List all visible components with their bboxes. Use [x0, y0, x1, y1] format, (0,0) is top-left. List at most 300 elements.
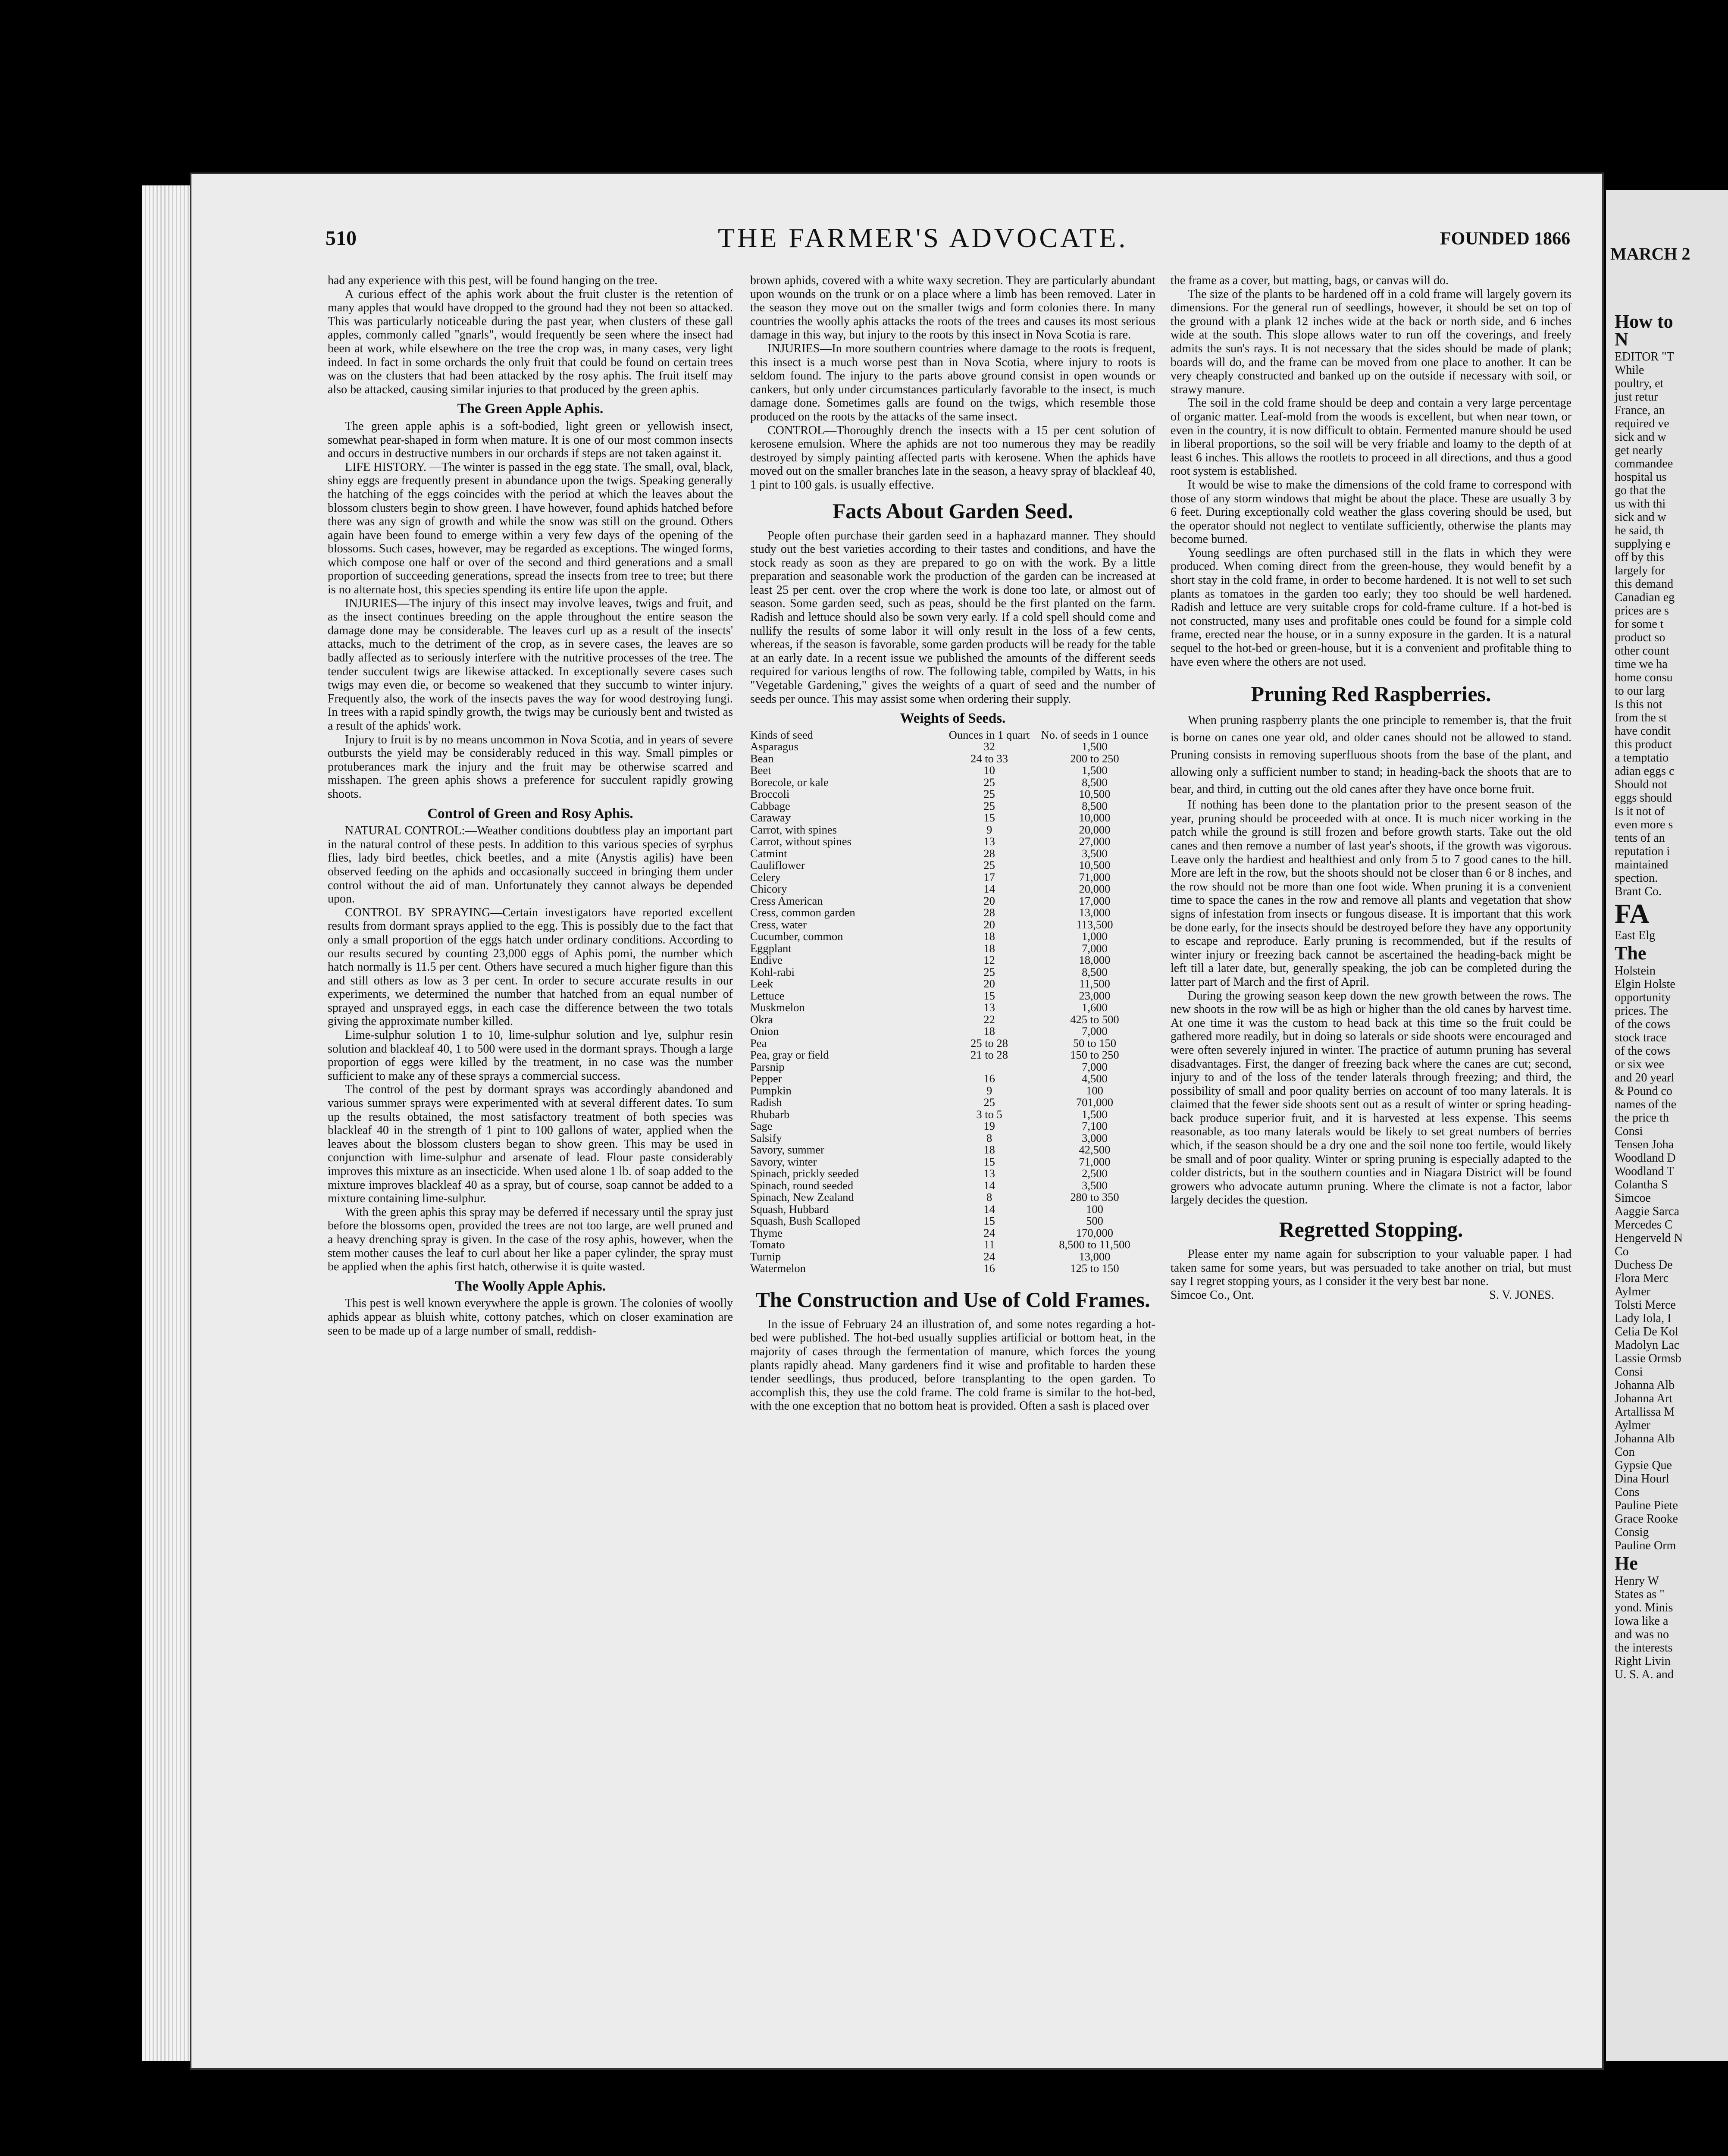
table-cell: Catmint	[750, 846, 787, 860]
table-title: Weights of Seeds.	[900, 711, 1006, 727]
table-cell: 13	[983, 835, 995, 848]
table-cell: 7,000	[1082, 1025, 1108, 1038]
table-row	[750, 954, 1155, 966]
text-line: Celia De Kol	[1615, 1325, 1678, 1338]
table-cell: Squash, Hubbard	[750, 1202, 829, 1216]
text-line: Tolsti Merce	[1615, 1298, 1676, 1312]
table-cell: 13	[983, 1001, 995, 1014]
paragraph: had any experience with this pest, will be found hanging on the tree.	[328, 274, 658, 287]
text-line: While	[1615, 364, 1644, 377]
table-row	[750, 871, 1155, 884]
paragraph: Lime-sulphur solution 1 to 10, lime-sulphur solution and lye, sulphur resin solution and blackleaf 40, 1 to 500 were used in the dormant sprays. Though a large proportion of eggs were killed by the treatment, in no case was the number sufficient to make any of these sprays a commercial success.	[328, 1028, 733, 1083]
table-header: Kinds of seed	[750, 728, 813, 741]
table-cell: 20	[983, 918, 995, 931]
text-line: sick and w	[1615, 430, 1666, 444]
text-line: even more s	[1615, 818, 1673, 831]
paragraph: If nothing has been done to the plantation prior to the present season of the year, pruning should be proceeded with at once. It is much nicer working in the patch while the ground is still frozen and before growth starts. Take out the old canes and then remove a number of last year's shoots, if the growth was vigorous. Leave only the hardiest and healthiest and only from 5 to 7 good canes to the hill. More are left in the row, but the shoots should not be closer than 6 or 8 inches, and the row should not be more than one foot wide. When pruning it is a convenient time to space the canes in the row and remove all plants and vegetation that show signs of infestation from insects or fungous disease. It is important that this work be done early, for the insects should be destroyed before they have any opportunity to escape and reproduce. Early pruning is recommended, but if the results of winter injury or freezing back cannot be ascertained the heading-back might be left till a later date, but, generally speaking, the job can be completed during the latter part of March and the first of April.	[1171, 798, 1571, 989]
table-cell: Squash, Bush Scalloped	[750, 1214, 861, 1228]
heading-control: Control of Green and Rosy Aphis.	[427, 805, 633, 821]
table-cell: 8,500 to 11,500	[1059, 1238, 1130, 1251]
table-cell: 3 to 5	[976, 1107, 1002, 1121]
paragraph: The soil in the cold frame should be deep and contain a very large percentage of organic matter. Leaf-mold from the woods is excellent, but when near town, or even in the country, it is now difficult to obtain. Fermented manure should be used in liberal proportions, so the soil will be very friable and loamy to the depth of at least 6 inches. This allows the rootlets to proceed in all directions, and thus a good root system is established.	[1171, 396, 1571, 478]
table-cell: 1,500	[1082, 1107, 1108, 1121]
table-cell: Cucumber, common	[750, 930, 843, 943]
paragraph: Please enter my name again for subscription to your valuable paper. I had taken same for some years, but was persuaded to take another on trial, but must say I regret stopping yours, as I consider it the very best bar none.	[1171, 1247, 1571, 1288]
table-cell: Broccoli	[750, 787, 790, 801]
text-line: adian eggs c	[1615, 765, 1675, 778]
table-row	[750, 1049, 1155, 1061]
signature-line	[1171, 1288, 1571, 1302]
text-line: eggs should	[1615, 791, 1672, 805]
heading-woolly-aphis: The Woolly Apple Aphis.	[455, 1278, 606, 1294]
table-cell: 18	[983, 1143, 995, 1156]
table-row	[750, 741, 1155, 753]
text-line: Lady Iola, I	[1615, 1312, 1672, 1325]
table-cell: 1,000	[1082, 930, 1108, 943]
table-cell: 23,000	[1079, 989, 1111, 1002]
table-row	[750, 1180, 1155, 1192]
paragraph: CONTROL BY SPRAYING—Certain investigators have reported excellent results from dormant sprays applied to the egg. This is possibly due to the fact that only a small proportion of the eggs hatch under ordinary conditions. According to our results secured by counting 23,000 eggs of Aphis pomi, the number which hatch normally is 11.5 per cent. Others have secured a much higher figure than this and still others as low as 3 per cent. In order to secure accurate results in our experiments, we determined the number that hatched from an equal number of sprayed and unsprayed eggs, in each case the difference between the two totals giving the approximate number killed.	[328, 906, 733, 1028]
table-cell: Okra	[750, 1012, 773, 1026]
text-line: East Elg	[1615, 929, 1656, 942]
table-row	[750, 848, 1155, 860]
table-cell: Radish	[750, 1096, 782, 1109]
table-cell: Cress, common garden	[750, 906, 855, 919]
table-cell: 13,000	[1079, 906, 1111, 919]
table-cell: 16	[983, 1072, 995, 1085]
text-line: off by this	[1615, 551, 1664, 564]
table-cell: 18	[983, 1025, 995, 1038]
text-line: Co	[1615, 1245, 1629, 1258]
text-line: Iowa like a	[1615, 1614, 1669, 1628]
paragraph: When pruning raspberry plants the one principle to remember is, that the fruit is borne on canes one year old, and older canes should not be allowed to stand. Pruning consists in removing superfluous shoots from the base of the plant, and allowing only a sufficient number to stand; in heading-back the shoots that are to bear, and third, in cutting out the old canes after they have once borne fruit.	[1171, 714, 1571, 796]
table-cell: 1,500	[1082, 764, 1108, 777]
table-row	[750, 753, 1155, 765]
text-line: Simcoe	[1615, 1191, 1651, 1205]
text-line: home consu	[1615, 671, 1673, 684]
table-cell: Tomato	[750, 1238, 785, 1251]
text-line: Madolyn Lac	[1615, 1338, 1680, 1352]
table-cell: 20,000	[1079, 823, 1111, 836]
table-cell: Kohl-rabi	[750, 965, 795, 978]
text-line: U. S. A. and	[1615, 1668, 1674, 1681]
table-cell: 18,000	[1079, 953, 1111, 967]
table-row	[750, 895, 1155, 907]
column-1	[328, 274, 733, 1338]
paragraph: The control of the pest by dormant sprays was accordingly abandoned and various summer sprays were experimented with at several different dates. To sum up the results obtained, the most satisfactory treatment of both species was blackleaf 40 in the strength of 1 pint to 100 gallons of water, applied when the leaves about the blossom clusters began to show green. This may be used in conjunction with lime-sulphur and arsenate of lead. Flour paste considerably improves this mixture as an insecticide. When used alone 1 lb. of soap added to the mixture improves blackleaf 40 as a spray, but of course, soap cannot be added to a mixture containing lime-sulphur.	[328, 1083, 733, 1206]
text-line: prices. The	[1615, 1004, 1668, 1018]
table-cell: 9	[986, 823, 992, 836]
text-line: Is this not	[1615, 698, 1662, 711]
table-cell: Bean	[750, 752, 774, 765]
table-cell: Carrot, with spines	[750, 823, 837, 836]
table-cell: 17	[983, 870, 995, 884]
table-row	[750, 1097, 1155, 1109]
text-line: Aylmer	[1615, 1419, 1650, 1432]
table-cell: 125 to 150	[1070, 1262, 1119, 1275]
table-row	[750, 859, 1155, 871]
table-cell: 10,500	[1079, 787, 1111, 801]
table-body	[750, 741, 1155, 1275]
table-cell: 9	[986, 1084, 992, 1097]
text-line: commandee	[1615, 457, 1673, 470]
text-line: Aylmer	[1615, 1285, 1650, 1298]
table-cell: Pea	[750, 1036, 767, 1050]
text-line: States as "	[1615, 1588, 1665, 1601]
table-cell: 7,000	[1082, 941, 1108, 955]
text-line: and was no	[1615, 1628, 1669, 1641]
page-number: 510	[326, 227, 357, 250]
table-cell: 8,500	[1082, 799, 1108, 812]
table-row	[750, 1156, 1155, 1168]
table-cell: 3,000	[1082, 1131, 1108, 1144]
text-line: poultry, et	[1615, 377, 1664, 390]
table-cell: 13,000	[1079, 1250, 1111, 1263]
text-line: time we ha	[1615, 658, 1668, 671]
text-line: opportunity	[1615, 991, 1671, 1004]
table-cell: Eggplant	[750, 941, 792, 955]
table-cell: Sage	[750, 1119, 773, 1133]
table-cell: 425 to 500	[1070, 1012, 1119, 1026]
table-cell: 1,500	[1082, 740, 1108, 753]
table-row	[750, 1037, 1155, 1050]
table-row	[750, 812, 1155, 824]
table-row	[750, 1251, 1155, 1263]
table-cell: Cress, water	[750, 918, 807, 931]
text-line: and 20 yearl	[1615, 1071, 1675, 1084]
table-cell: 15	[983, 1155, 995, 1168]
column-2	[750, 274, 1155, 1413]
text-line: Dina Hourl	[1615, 1472, 1669, 1485]
signature-name: S. V. JONES.	[1489, 1288, 1554, 1302]
table-cell: 701,000	[1076, 1096, 1114, 1109]
signature-place: Simcoe Co., Ont.	[1171, 1288, 1254, 1302]
text-line: largely for	[1615, 564, 1665, 577]
table-cell: 14	[983, 882, 995, 896]
text-line: & Pound co	[1615, 1084, 1672, 1098]
table-cell: Spinach, prickly seeded	[750, 1167, 859, 1180]
table-cell: Cauliflower	[750, 859, 805, 872]
table-cell: Borecole, or kale	[750, 775, 829, 789]
table-cell: 280 to 350	[1070, 1191, 1119, 1204]
table-row	[750, 836, 1155, 848]
table-cell: Muskmelon	[750, 1001, 805, 1014]
table-row	[750, 1144, 1155, 1156]
founded-label: FOUNDED 1866	[1440, 229, 1571, 249]
table-cell: 7,100	[1082, 1119, 1108, 1133]
text-line: Consi	[1615, 1365, 1643, 1379]
text-line: of the cows	[1615, 1044, 1671, 1058]
table-cell: Pumpkin	[750, 1084, 792, 1097]
text-line: this demand	[1615, 577, 1674, 591]
table-header: Ounces in 1 quart	[949, 728, 1030, 741]
text-line: Aaggie Sarca	[1615, 1205, 1680, 1218]
table-cell: 13	[983, 1167, 995, 1180]
text-line: tents of an	[1615, 831, 1665, 845]
text-line: to our larg	[1615, 684, 1665, 698]
table-row	[750, 765, 1155, 777]
text-line: Canadian eg	[1615, 591, 1675, 604]
text-line: He	[1615, 1553, 1638, 1574]
text-line: Consi	[1615, 1125, 1643, 1138]
table-cell: 25	[983, 787, 995, 801]
table-row	[750, 1215, 1155, 1227]
table-cell: 24 to 33	[970, 752, 1008, 765]
paragraph: A curious effect of the aphis work about the fruit cluster is the retention of many apples that would have dropped to the ground had they not been so attacked. This was particularly noticeable during the past year, when clusters of these gall apples, commonly called "gnarls", would frequently be seen where the insect had been at work, while elsewhere on the tree the crop was, in many cases, very light indeed. In fact in some orchards the only fruit that could be found on certain trees was on the clusters that had been attacked by the rosy aphis. The fruit itself may also be attacked, causing similar injuries to that produced by the green aphis.	[328, 287, 733, 396]
text-line: he said, th	[1615, 524, 1664, 537]
table-cell: 28	[983, 846, 995, 860]
text-line: stock trace	[1615, 1031, 1667, 1044]
text-line: Johanna Alb	[1615, 1379, 1675, 1392]
text-line: Brant Co.	[1615, 885, 1662, 898]
text-line: Pauline Orm	[1615, 1539, 1676, 1552]
table-cell: 21 to 28	[970, 1048, 1008, 1062]
text-line: product so	[1615, 631, 1665, 644]
table-cell: Onion	[750, 1025, 779, 1038]
text-line: Woodland T	[1615, 1165, 1674, 1178]
paragraph: With the green aphis this spray may be deferred if necessary until the spray just before the blossoms open, provided the trees are not too large, are well pruned and a heavy drenching spray is given. In the case of the rosy aphis, however, when the stem mother causes the leaf to curl about her like a paper cylinder, the spray must be applied when the aphis first hatch, otherwise it is quite wasted.	[328, 1205, 733, 1274]
text-line: Grace Rooke	[1615, 1512, 1678, 1526]
text-line: Hengerveld N	[1615, 1232, 1683, 1245]
table-cell: Watermelon	[750, 1262, 806, 1275]
table-row	[750, 1132, 1155, 1144]
table-cell: Caraway	[750, 811, 791, 824]
adjacent-page-text	[1615, 310, 1728, 1681]
table-cell: 25	[983, 775, 995, 789]
text-line: Con	[1615, 1445, 1635, 1459]
table-cell: Savory, summer	[750, 1143, 824, 1156]
table-cell: Cress American	[750, 894, 823, 907]
table-cell: 10	[983, 764, 995, 777]
table-cell: Chicory	[750, 882, 787, 896]
table-cell: 7,000	[1082, 1060, 1108, 1073]
text-line: yond. Minis	[1615, 1601, 1673, 1614]
text-line: Should not	[1615, 778, 1668, 791]
table-cell: 27,000	[1079, 835, 1111, 848]
table-row	[750, 824, 1155, 836]
table-row	[750, 1191, 1155, 1203]
text-line: Duchess De	[1615, 1258, 1673, 1272]
table-cell: 170,000	[1076, 1226, 1114, 1239]
table-cell: 1,600	[1082, 1001, 1108, 1014]
table-cell: 25	[983, 965, 995, 978]
paragraph: During the growing season keep down the new growth between the rows. The new shoots in the row will be as high or higher than the old canes by harvest time. At one time it was the custom to head back at this time so the fruit could be gathered more readily, but in doing so laterals or side shoots were encouraged and were often severely injured in winter. The practice of autumn pruning has several disadvantages. First, the danger of freezing back where the canes are cut; second, injury to and of the loss of the tender laterals through freezing; and third, the possibility of small and poor quality berries on account of too many laterals. It is claimed that the fewer side shoots sent out as a result of winter or spring heading-back produce superior fruit, and it is harvested at less expense. This seems reasonable, as too many laterals would be likely to set great numbers of berries which, if the season should be a dry one and the soil none too fertile, would likely be small and of poor quality. Winter or spring pruning is especially adapted to the colder districts, but in the southern counties and in Niagara District will be found growers who advocate autumn pruning. Where the climate is not a factor, labor largely decides the question.	[1171, 989, 1571, 1207]
text-line: Mercedes C	[1615, 1218, 1673, 1232]
table-cell: Salsify	[750, 1131, 782, 1144]
paragraph: INJURIES—The injury of this insect may involve leaves, twigs and fruit, and as the insect continues breeding on the apple throughout the entire season the damage done may be considerable. The leaves curl up as a result of the insects' attacks, much to the detriment of the crop, as in severe cases, the leaves are so badly affected as to seriously interfere with the nutritive processes of the tree. The tender succulent twigs are likewise attacked. In exceptionally severe cases such twigs may even die, or become so weakened that they succumb to winter injury. Frequently also, the work of the insects paves the way for wood destroying fungi. In trees with a rapid spindly growth, the twigs may be curiously bent and twisted as a result of the aphids' work.	[328, 596, 733, 733]
paragraph: Injury to fruit is by no means uncommon in Nova Scotia, and in years of severe outbursts the yield may be considerably reduced in this way. Small pimples or protuberances mark the injury and the fruit may be otherwise scarred and misshapen. The green aphis shows a preference for succulent rapidly growing shoots.	[328, 733, 733, 801]
table-cell: 32	[983, 740, 995, 753]
paragraph: The size of the plants to be hardened off in a cold frame will largely govern its dimensions. For the general run of seedlings, however, it should be set on top of the ground with a plank 12 inches wide at the back or north side, and 6 inches wide at the south. This slope allows water to run off the coverings, and freely admits the sun's rays. It is not necessary that the sides should be made of plank; boards will do, and the frame can be moved from one place to another. It can be very cheaply constructed and banked up on the outside if necessary with soil, or strawy manure.	[1171, 287, 1571, 396]
book-spine-edges	[142, 185, 194, 2061]
text-line: this product	[1615, 738, 1672, 751]
table-row	[750, 1203, 1155, 1216]
text-line: Is it not of	[1615, 805, 1665, 818]
table-cell: 113,500	[1076, 918, 1113, 931]
table-row	[750, 1109, 1155, 1121]
table-row	[750, 1168, 1155, 1180]
table-cell: 71,000	[1079, 1155, 1111, 1168]
table-row	[750, 1239, 1155, 1251]
table-cell: Lettuce	[750, 989, 785, 1002]
text-line: for some t	[1615, 617, 1664, 631]
text-line: How to	[1615, 311, 1673, 332]
table-cell: 8,500	[1082, 775, 1108, 789]
text-line: N	[1615, 329, 1628, 350]
table-cell: Thyme	[750, 1226, 783, 1239]
paragraph: CONTROL—Thoroughly drench the insects with a 15 per cent solution of kerosene emulsion. Where the aphids are not too numerous they may be readily destroyed by simply painting affected parts with kerosene. When the aphids have moved out on the smaller branches late in the season, a heavy spray of blackleaf 40, 1 pint to 100 gals. is usually effective.	[750, 423, 1156, 492]
table-cell: 8,500	[1082, 965, 1108, 978]
masthead: THE FARMER'S ADVOCATE.	[718, 222, 1128, 253]
table-cell: 4,500	[1082, 1072, 1108, 1085]
table-cell: Pepper	[750, 1072, 782, 1085]
table-cell: 15	[983, 989, 995, 1002]
paragraph: In the issue of February 24 an illustration of, and some notes regarding a hot-bed were published. The hot-bed usually supplies artificial or bottom heat, in the majority of cases through the fermentation of manure, which forces the young plants rapidly ahead. Many gardeners find it wise and profitable to harden these tender seedlings, thus produced, before transplanting to the open garden. To accomplish this, they use the cold frame. The cold frame is similar to the hot-bed, with the one exception that no bottom heat is provided. Often a sash is placed over	[750, 1317, 1155, 1413]
paragraph: This pest is well known everywhere the apple is grown. The colonies of woolly aphids appear as bluish white, cottony patches, which on closer examination are seen to be made up of a large number of small, reddish-	[328, 1297, 733, 1338]
text-line: sick and w	[1615, 511, 1666, 524]
text-line: the interests	[1615, 1641, 1673, 1655]
paragraph: Young seedlings are often purchased still in the flats in which they were produced. When coming direct from the green-house, they would benefit by a short stay in the cold frame, in order to become hardened. It is not well to set such plants as tomatoes in the garden too early; they too should be well hardened. Radish and lettuce are very suitable crops for cold-frame culture. If a hot-bed is not constructed, many uses and profitable ones could be found for a simple cold frame, erected near the house, or in a sunny exposure in the garden. It is a natural sequel to the hot-bed or green-house, but it is a convenient and profitable thing to have even where the others are not used.	[1171, 546, 1571, 669]
text-line: Holstein	[1615, 964, 1656, 978]
table-cell: 20,000	[1079, 882, 1111, 896]
heading-facts-garden-seed: Facts About Garden Seed.	[832, 498, 1074, 523]
text-line: Colantha S	[1615, 1178, 1668, 1191]
table-cell: 14	[983, 1178, 995, 1192]
text-line: maintained	[1615, 858, 1669, 871]
table-cell: 3,500	[1082, 1178, 1108, 1192]
heading-cold-frames: The Construction and Use of Cold Frames.	[755, 1287, 1150, 1312]
column-3	[1171, 274, 1571, 1302]
text-line: prices are s	[1615, 604, 1669, 617]
table-cell: Spinach, round seeded	[750, 1178, 854, 1192]
table-cell: 100	[1086, 1202, 1103, 1216]
table-cell: 15	[983, 1214, 995, 1228]
table-cell: Savory, winter	[750, 1155, 817, 1168]
table-row	[750, 1085, 1155, 1097]
table-cell: 10,500	[1079, 859, 1111, 872]
table-row	[750, 1120, 1155, 1132]
table-cell: 15	[983, 811, 995, 824]
table-cell: 3,500	[1082, 846, 1108, 860]
table-row	[750, 1025, 1155, 1037]
text-line: France, an	[1615, 404, 1665, 417]
table-cell: Pea, gray or field	[750, 1048, 829, 1062]
table-row	[750, 907, 1155, 919]
text-line: Pauline Piete	[1615, 1499, 1678, 1512]
table-row	[750, 1073, 1155, 1085]
adjacent-page-header: MARCH 2	[1610, 244, 1690, 263]
table-cell: Carrot, without spines	[750, 835, 851, 848]
text-line: have condit	[1615, 724, 1671, 738]
table-cell: 150 to 250	[1070, 1048, 1119, 1062]
table-cell: 8	[986, 1131, 992, 1144]
table-row	[750, 1014, 1155, 1026]
table-row	[750, 788, 1155, 800]
table-cell: 200 to 250	[1070, 752, 1119, 765]
table-row	[750, 1002, 1155, 1014]
table-cell: 16	[983, 1262, 995, 1275]
text-line: FA	[1615, 898, 1650, 929]
table-cell: 50 to 150	[1073, 1036, 1117, 1050]
table-cell: 42,500	[1079, 1143, 1111, 1156]
text-line: Henry W	[1615, 1574, 1659, 1588]
table-cell: 14	[983, 1202, 995, 1216]
table-cell: 25 to 28	[970, 1036, 1008, 1050]
table-row	[750, 1263, 1155, 1275]
text-line: The	[1615, 943, 1647, 964]
table-cell: 11,500	[1079, 977, 1110, 990]
table-cell: 17,000	[1079, 894, 1111, 907]
heading-green-apple-aphis: The Green Apple Aphis.	[457, 401, 604, 417]
table-row	[750, 777, 1155, 789]
table-cell: 25	[983, 1096, 995, 1109]
text-line: of the cows	[1615, 1018, 1671, 1031]
paragraph: LIFE HISTORY. —The winter is passed in the egg state. The small, oval, black, shiny eggs are frequently present in abundance upon the twigs. Speaking generally the hatching of the eggs coincides with the period at which the leaves about the blossom clusters begin to show green. I have however, found aphids hatched before there was any sign of growth and while the snow was still on the ground. Others again have been found to emerge within a very few days of the opening of the blossoms. Such cases, however, may be regarded as exceptions. The winged forms, which compose one half or over of the second and third generations and a small proportion of succeeding generations, spread the insects from tree to tree; but there is no alternate host, this species spending its entire life upon the apple.	[328, 460, 733, 597]
table-cell: 24	[983, 1226, 995, 1239]
text-line: a temptatio	[1615, 751, 1669, 765]
table-cell: 18	[983, 930, 995, 943]
text-line: supplying e	[1615, 537, 1671, 551]
text-line: Right Livin	[1615, 1655, 1671, 1668]
text-line: Gypsie Que	[1615, 1459, 1672, 1472]
text-line: the price th	[1615, 1111, 1669, 1125]
table-cell: 25	[983, 799, 995, 812]
table-row	[750, 943, 1155, 955]
table-cell: 20	[983, 977, 995, 990]
text-line: Tensen Joha	[1615, 1138, 1674, 1151]
table-cell: Spinach, New Zealand	[750, 1191, 854, 1204]
table-cell: 19	[983, 1119, 995, 1133]
table-cell: 22	[983, 1012, 995, 1026]
text-line: or six wee	[1615, 1058, 1665, 1071]
table-cell: 12	[983, 953, 995, 967]
seed-weights-table	[750, 729, 1155, 1275]
text-line: us with thi	[1615, 497, 1666, 511]
text-line: hospital us	[1615, 470, 1667, 484]
table-cell: Endive	[750, 953, 783, 967]
paragraph: The green apple aphis is a soft-bodied, light green or yellowish insect, somewhat pear-shaped in form when mature. It is one of our most common insects and occurs in destructive numbers in our orchards if steps are not taken against it.	[328, 419, 733, 461]
text-line: from the st	[1615, 711, 1667, 724]
table-cell: 18	[983, 941, 995, 955]
newspaper-page	[190, 172, 1604, 2070]
text-line: spection.	[1615, 871, 1658, 885]
table-row	[750, 931, 1155, 943]
table-cell: 10,000	[1079, 811, 1111, 824]
table-cell: Cabbage	[750, 799, 790, 812]
text-line: other count	[1615, 644, 1669, 658]
text-line: required ve	[1615, 417, 1669, 430]
text-line: get nearly	[1615, 444, 1663, 457]
table-cell: 11	[983, 1238, 995, 1251]
table-row	[750, 990, 1155, 1002]
text-line: reputation i	[1615, 845, 1670, 858]
text-line: just retur	[1615, 390, 1658, 404]
table-row	[750, 1061, 1155, 1073]
paragraph: INJURIES—In more southern countries where damage to the roots is frequent, this insect is a much worse pest than in Nova Scotia, where injury to roots is seldom found. The injury to the parts above ground consist in open wounds or cankers, but only under circumstances particularly favorable to the insect, is much damage done. Sometimes galls are found on the twigs, which resemble those produced on the roots by the attacks of the same insect.	[750, 342, 1155, 423]
table-cell: Celery	[750, 870, 781, 884]
table-row	[750, 966, 1155, 978]
heading-regretted-stopping: Regretted Stopping.	[1279, 1217, 1463, 1242]
table-cell	[945, 1061, 1034, 1073]
heading-pruning-raspberries: Pruning Red Raspberries.	[1251, 682, 1491, 706]
table-cell: Asparagus	[750, 740, 798, 753]
table-cell: 500	[1086, 1214, 1103, 1228]
table-row	[750, 800, 1155, 812]
table-row	[750, 919, 1155, 931]
table-cell: Beet	[750, 764, 771, 777]
table-cell: 28	[983, 906, 995, 919]
table-cell: 8	[986, 1191, 992, 1204]
